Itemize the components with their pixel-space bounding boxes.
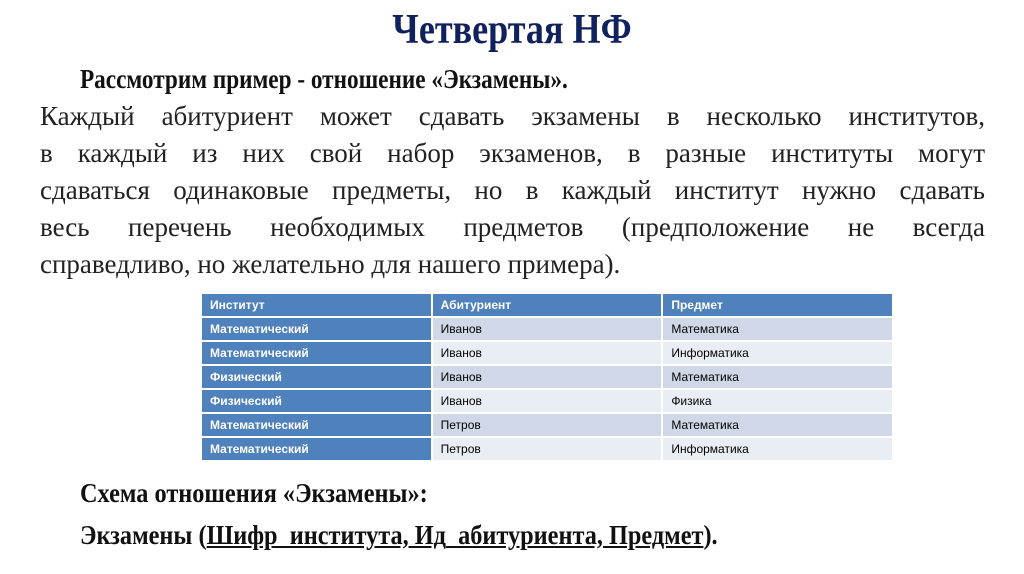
table-cell: Иванов	[432, 317, 663, 341]
relation-name: Экзамены (	[80, 520, 207, 550]
table-row	[201, 437, 893, 461]
table-cell: Иванов	[432, 365, 663, 389]
table-cell: Математический	[201, 341, 432, 365]
paragraph-line: в каждый из них свой набор экзаменов, в разные институты могут	[40, 138, 985, 168]
paragraph-line: Каждый абитуриент может сдавать экзамены в несколько институтов,	[40, 101, 985, 131]
paragraph-line: весь перечень необходимых предметов (предположение не всегда	[40, 212, 985, 242]
table-cell: Физика	[662, 389, 893, 413]
relation-close: ).	[703, 520, 718, 550]
table-row	[201, 413, 893, 437]
table-row	[201, 341, 893, 365]
relation-schema	[80, 520, 718, 551]
schema-heading: Схема отношения «Экзамены»:	[80, 478, 428, 508]
table-cell: Физический	[201, 365, 432, 389]
table-cell: Информатика	[662, 341, 893, 365]
table-cell: Математический	[201, 437, 432, 461]
table-cell: Математический	[201, 413, 432, 437]
table-cell: Петров	[432, 437, 663, 461]
header-cell: Институт	[201, 293, 432, 317]
relation-key: Шифр_института, Ид_абитуриента, Предмет	[206, 520, 704, 550]
table-cell: Петров	[432, 413, 663, 437]
header-cell: Абитуриент	[432, 293, 663, 317]
table-row	[201, 365, 893, 389]
paragraph	[40, 98, 985, 283]
subtitle: Рассмотрим пример - отношение «Экзамены».	[80, 64, 568, 94]
table-cell: Математический	[201, 317, 432, 341]
table-header-row	[201, 293, 893, 317]
paragraph-line: сдаваться одинаковые предметы, но в каждый институт нужно сдавать	[40, 175, 985, 205]
table-cell: Математика	[662, 413, 893, 437]
paragraph-line: справедливо, но желательно для нашего примера).	[40, 249, 621, 279]
exams-table	[200, 292, 894, 462]
header-cell: Предмет	[662, 293, 893, 317]
table-cell: Иванов	[432, 341, 663, 365]
table-cell: Физический	[201, 389, 432, 413]
table-cell: Математика	[662, 365, 893, 389]
slide-title: Четвертая НФ	[392, 7, 632, 53]
table-cell: Математика	[662, 317, 893, 341]
table-row	[201, 389, 893, 413]
table-cell: Информатика	[662, 437, 893, 461]
table-row	[201, 317, 893, 341]
table-cell: Иванов	[432, 389, 663, 413]
